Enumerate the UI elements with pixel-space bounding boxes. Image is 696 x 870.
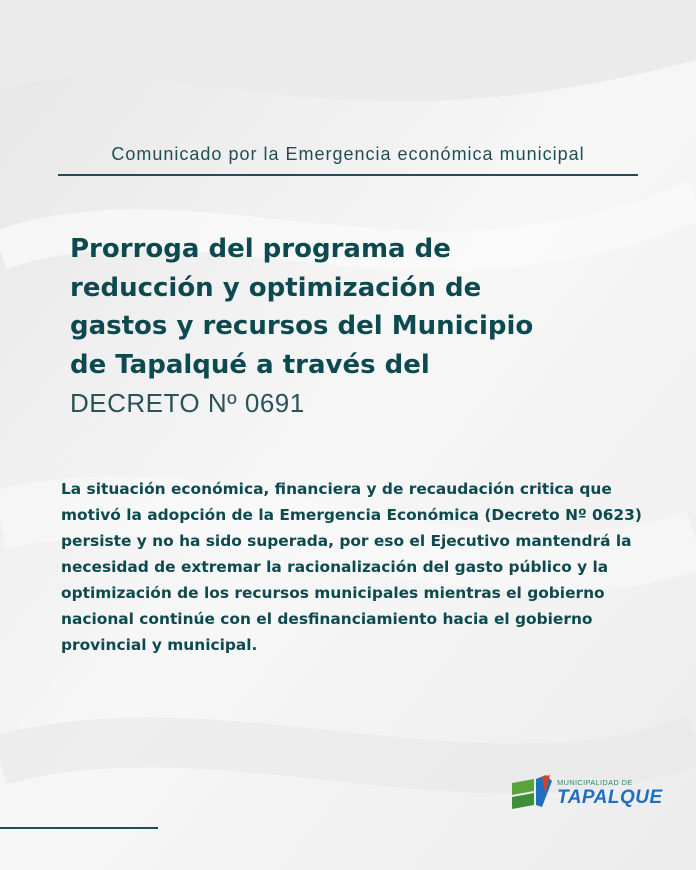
logo-mark-icon [512,775,554,809]
decree-number: DECRETO Nº 0691 [70,388,305,418]
municipality-logo [512,775,663,811]
communique-subtitle: Comunicado por la Emergencia económica municipal [111,144,585,164]
logo-name: TAPALQUE [557,787,663,808]
subtitle-divider [58,174,638,176]
bottom-divider [0,827,158,829]
headline [70,230,540,424]
body-paragraph: La situación económica, financiera y de recaudación critica que motivó la adopción de la Emergencia Económica (Decreto Nº 0623) persiste y no ha sido superada, por eso el Ejecutivo mantendrá la necesidad de extremar la racionalización del gasto público y la optimización de los recursos municipales mientras el gobierno nacional continúe con el desfinanciamiento hacia el gobierno provincial y municipal. [61,480,642,654]
logo-small-text: MUNICIPALIDAD DE [557,778,633,787]
headline-text: Prorroga del programa de reducción y optimización de gastos y recursos del Municipio de Tapalqué a través del [70,234,534,380]
